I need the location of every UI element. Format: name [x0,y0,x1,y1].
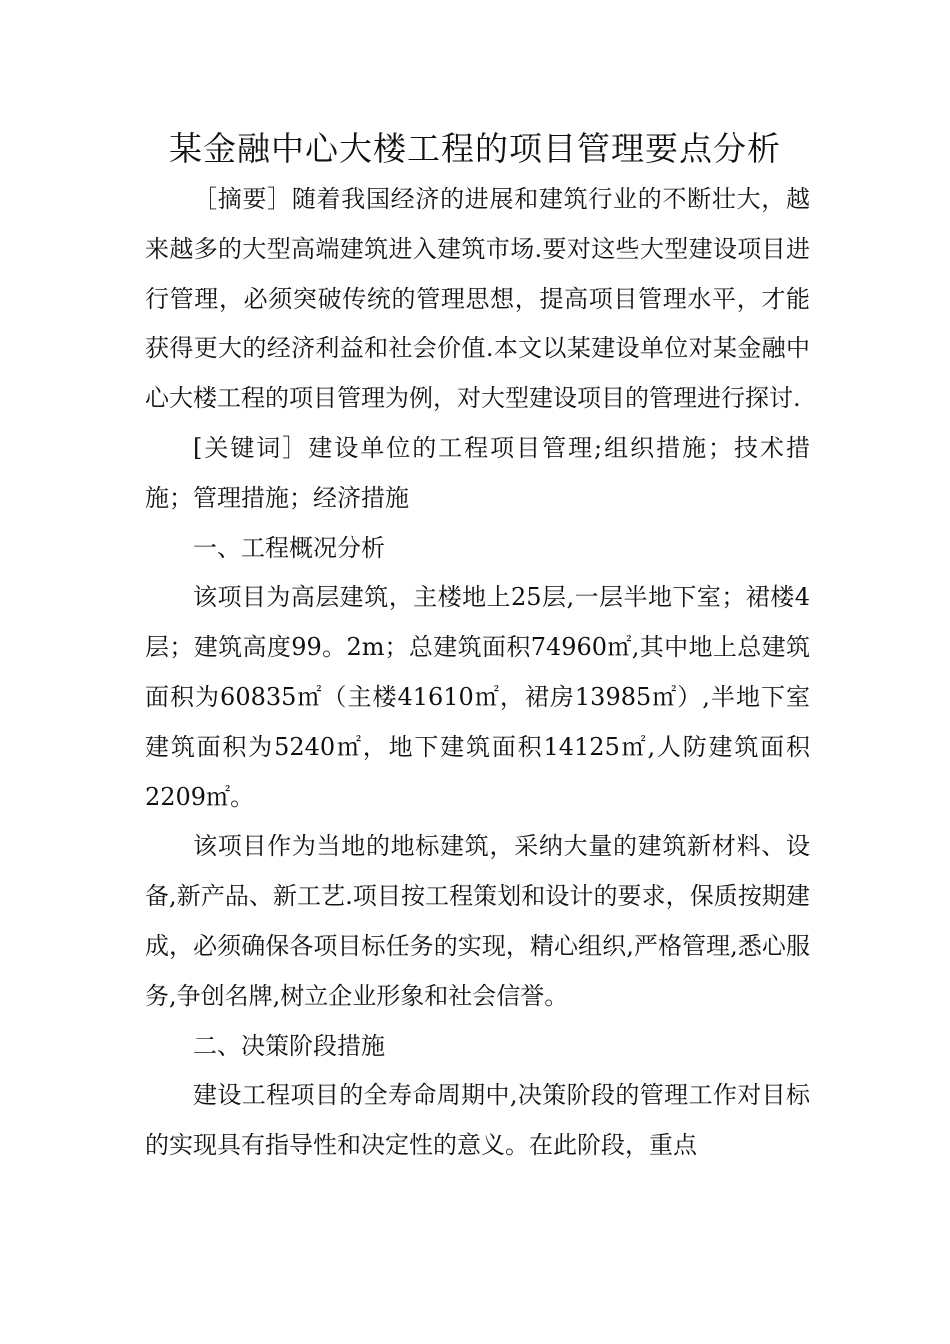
overview-paragraph-2: 该项目作为当地的地标建筑，采纳大量的建筑新材料、设备,新产品、新工艺.项目按工程策划和设计的要求，保质按期建成，必须确保各项目标任务的实现，精心组织,严格管理,悉心服务,争创名牌,树立企业形象和社会信誉。 [145,832,810,1010]
keywords-paragraph: [关键词］建设单位的工程项目管理;组织措施；技术措施；管理措施；经济措施 [145,433,810,512]
document-title: 某金融中心大楼工程的项目管理要点分析 [169,129,781,168]
abstract-paragraph: ［摘要］随着我国经济的进展和建筑行业的不断壮大，越来越多的大型高端建筑进入建筑市场.要对这些大型建设项目进行管理，必须突破传统的管理思想，提高项目管理水平，才能获得更大的经济利益和社会价值.本文以某建设单位对某金融中心大楼工程的项目管理为例，对大型建设项目的管理进行探讨. [145,185,810,413]
overview-paragraph-1: 该项目为高层建筑，主楼地上25层,一层半地下室；裙楼4层；建筑高度99。2m；总建筑面积74960㎡,其中地上总建筑面积为60835㎡（主楼41610㎡，裙房13985㎡）,半地下室建筑面积为5240㎡，地下建筑面积14125㎡,人防建筑面积2209㎡。 [145,583,810,811]
section-heading-1: 一、工程概况分析 [193,533,385,562]
document-body [145,175,810,1171]
section-heading-2: 二、决策阶段措施 [193,1031,385,1060]
decision-paragraph: 建设工程项目的全寿命周期中,决策阶段的管理工作对目标的实现具有指导性和决定性的意义。在此阶段，重点 [145,1081,810,1160]
